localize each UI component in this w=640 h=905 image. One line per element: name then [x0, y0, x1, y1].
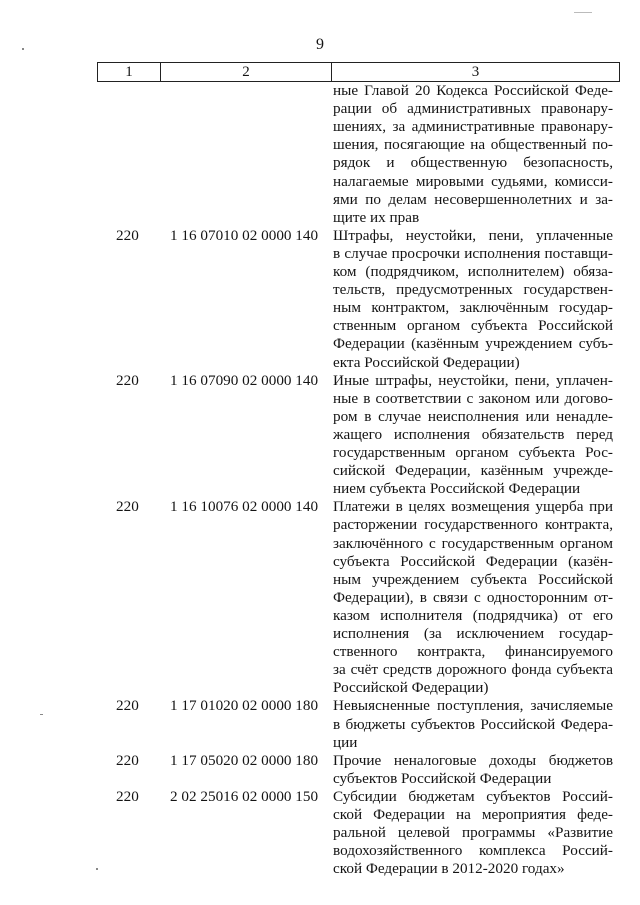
description-line: ской Федерации в 2012-2020 годах»: [333, 860, 565, 878]
description-line: Федерации), в связи с односторонним от-: [333, 588, 613, 606]
admin-code-cell: 220: [116, 751, 139, 769]
description-line: Российской Федерации): [333, 679, 489, 697]
description-line: заключённого с государственным органом: [333, 534, 613, 552]
admin-code-cell: 220: [116, 226, 139, 244]
budget-code-cell: 1 16 10076 02 0000 140: [170, 498, 319, 516]
description-line: ные в соответствии с законом или догово-: [333, 389, 613, 407]
page-number: 9: [316, 36, 324, 53]
scan-speck: [574, 12, 592, 13]
description-line: ральной целевой программы «Развитие: [333, 824, 613, 842]
admin-code-cell: 220: [116, 498, 139, 516]
description-line: в случае просрочки исполнения поставщи-: [333, 244, 613, 262]
description-line: в бюджеты субъектов Российской Федера-: [333, 715, 613, 733]
description-line: Платежи в целях возмещения ущерба при: [333, 498, 613, 516]
budget-code-cell: 1 16 07010 02 0000 140: [170, 226, 319, 244]
description-line: казом исполнителя (подрядчика) от его: [333, 606, 613, 624]
description-line: субъектов Российской Федерации: [333, 769, 552, 787]
budget-code-cell: 1 17 01020 02 0000 180: [170, 697, 319, 715]
budget-code-cell: 2 02 25016 02 0000 150: [170, 787, 319, 805]
description-line: ственного контракта, финансируемого: [333, 643, 613, 661]
description-line: сийской Федерации, казённым учрежде-: [333, 462, 613, 480]
continued-description-line: ные Главой 20 Кодекса Российской Феде-: [333, 82, 613, 99]
scan-speck: [40, 714, 43, 715]
description-line: Иные штрафы, неустойки, пени, уплачен-: [333, 371, 613, 389]
description-line: ции: [333, 733, 358, 751]
admin-code-cell: 220: [116, 787, 139, 805]
budget-code-cell: 1 16 07090 02 0000 140: [170, 371, 319, 389]
description-line: водохозяйственного комплекса Россий-: [333, 842, 613, 860]
description-line: екта Российской Федерации): [333, 353, 520, 371]
description-line: ком (подрядчиком, исполнителем) обяза-: [333, 263, 613, 280]
column-header-3: 3: [332, 63, 620, 82]
description-line: субъекта Российской Федерации (казён-: [333, 552, 613, 570]
continued-description-line: ями по делам несовершеннолетних и за-: [333, 190, 613, 208]
column-header-1: 1: [98, 63, 161, 82]
description-line: Федерации (казённым учреждением субъ-: [333, 335, 613, 353]
description-line: тельств, предусмотренных государствен-: [333, 281, 613, 299]
column-header-table: [97, 62, 620, 82]
continued-description-line: налагаемые мировыми судьями, комисси-: [333, 172, 613, 190]
description-line: ным контрактом, заключённым государ-: [333, 299, 613, 317]
column-header-2: 2: [161, 63, 332, 82]
description-line: жащего исполнения обязательств перед: [333, 425, 613, 443]
description-line: Штрафы, неустойки, пени, уплаченные: [333, 226, 613, 244]
continued-description-line: щите их прав: [333, 208, 420, 226]
description-line: ской Федерации на мероприятия феде-: [333, 806, 613, 823]
continued-description-line: рации об административных правонару-: [333, 100, 613, 118]
description-line: ственным органом субъекта Российской: [333, 317, 613, 335]
continued-description-line: рядок и общественную безопасность,: [333, 154, 613, 172]
description-line: расторжении государственного контракта,: [333, 516, 613, 534]
description-line: Прочие неналоговые доходы бюджетов: [333, 751, 613, 769]
scan-speck: [96, 868, 98, 870]
description-line: Невыясненные поступления, зачисляемые: [333, 697, 613, 715]
description-line: исполнения (за исключением государ-: [333, 625, 613, 642]
description-line: государственным органом субъекта Рос-: [333, 444, 613, 461]
admin-code-cell: 220: [116, 697, 139, 715]
column-header-row: [98, 63, 620, 82]
admin-code-cell: 220: [116, 371, 139, 389]
description-line: нием субъекта Российской Федерации: [333, 480, 581, 498]
description-line: ром в случае неисполнения или ненадле-: [333, 407, 613, 425]
continued-description-line: шения, посягающие на общественный по-: [333, 136, 613, 154]
budget-code-cell: 1 17 05020 02 0000 180: [170, 751, 319, 769]
description-line: Субсидии бюджетам субъектов Россий-: [333, 787, 613, 805]
description-line: за счёт средств дорожного фонда субъекта: [333, 661, 613, 679]
scan-speck: [22, 48, 24, 50]
description-line: ным учреждением субъекта Российской: [333, 570, 613, 588]
continued-description-line: шениях, за административные правонару-: [333, 118, 613, 136]
